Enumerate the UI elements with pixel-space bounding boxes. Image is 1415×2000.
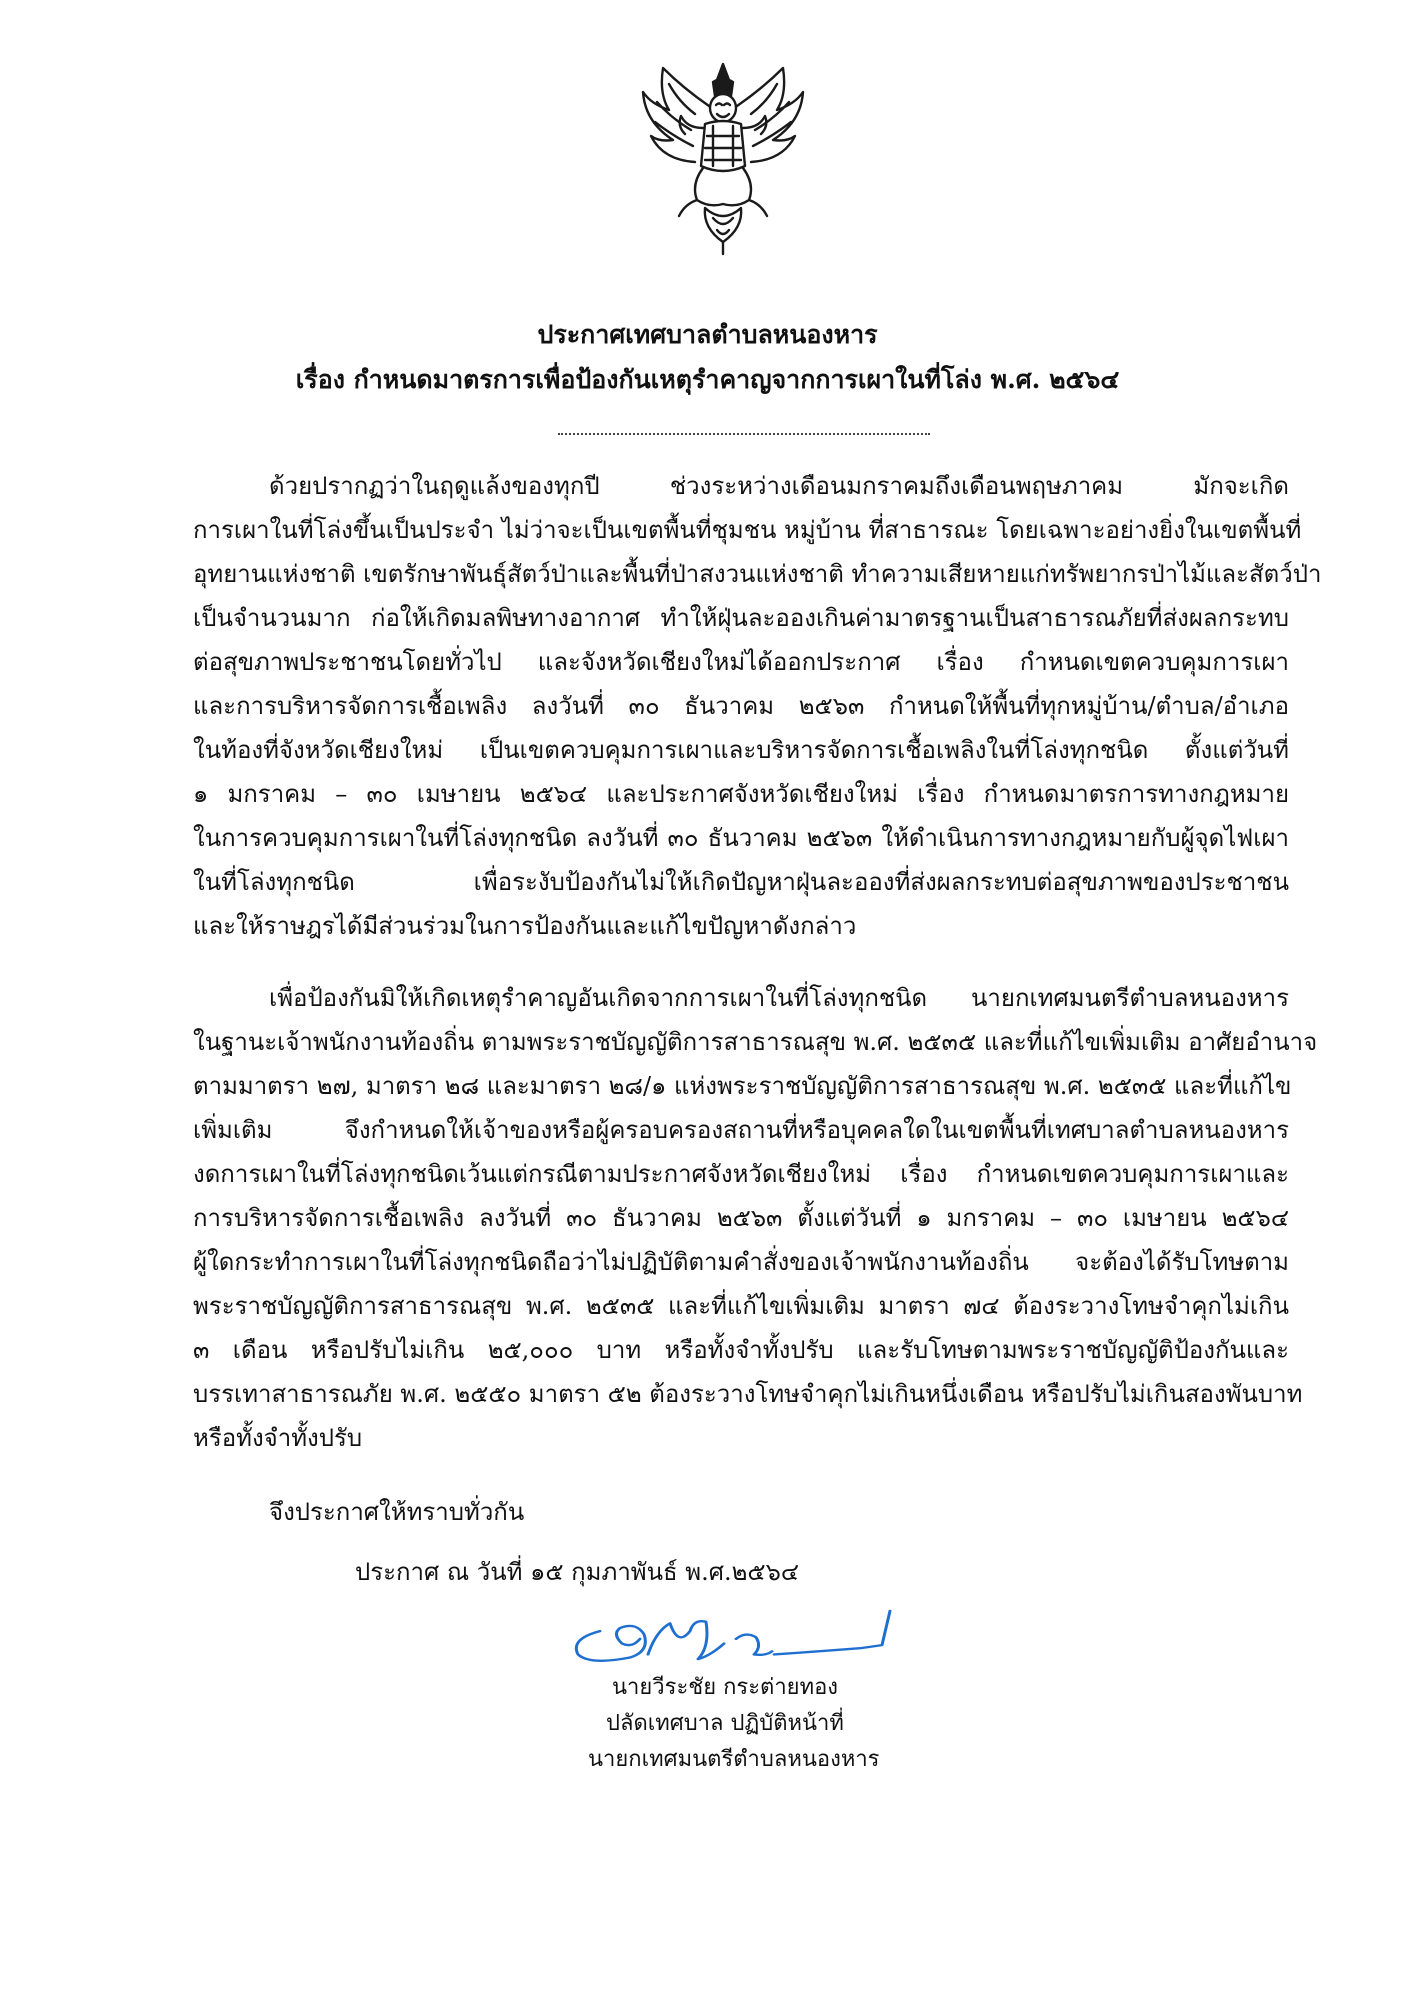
paragraph-line: ๑ มกราคม – ๓๐ เมษายน ๒๕๖๔ และประกาศจังหวัดเชียงใหม่ เรื่อง กำหนดมาตรการทางกฎหมาย (193, 780, 1289, 808)
paragraph-line: ผู้ใดกระทำการเผาในที่โล่งทุกชนิดถือว่าไม่ปฏิบัติตามคำสั่งของเจ้าพนักงานท้องถิ่น จะต้องได้รับโทษตาม (193, 1248, 1289, 1276)
garuda-emblem-icon (633, 58, 813, 258)
paragraph-line: ๓ เดือน หรือปรับไม่เกิน ๒๕,๐๐๐ บาท หรือทั้งจำทั้งปรับ และรับโทษตามพระราชบัญญัติป้องกันและ (193, 1336, 1289, 1364)
paragraph-line: ในท้องที่จังหวัดเชียงใหม่ เป็นเขตควบคุมการเผาและบริหารจัดการเชื้อเพลิงในที่โล่งทุกชนิด ตั้งแต่วันที่ (193, 736, 1289, 764)
paragraph-line: เป็นจำนวนมาก ก่อให้เกิดมลพิษทางอากาศ ทำให้ฝุ่นละอองเกินค่ามาตรฐานเป็นสาธารณภัยที่ส่งผลกระทบ (193, 604, 1289, 632)
paragraph-line: บรรเทาสาธารณภัย พ.ศ. ๒๕๕๐ มาตรา ๕๒ ต้องระวางโทษจำคุกไม่เกินหนึ่งเดือน หรือปรับไม่เกินสองพันบาท (193, 1380, 1303, 1408)
separator-dotted-line (558, 433, 930, 435)
paragraph-line: และให้ราษฎรได้มีส่วนร่วมในการป้องกันและแก้ไขปัญหาดังกล่าว (193, 912, 857, 940)
paragraph-line: และการบริหารจัดการเชื้อเพลิง ลงวันที่ ๓๐ ธันวาคม ๒๕๖๓ กำหนดให้พื้นที่ทุกหมู่บ้าน/ตำบล/อำเภอ (193, 692, 1289, 720)
signer-name: นายวีระชัย กระต่ายทอง (612, 1675, 839, 1700)
paragraph-line: งดการเผาในที่โล่งทุกชนิดเว้นแต่กรณีตามประกาศจังหวัดเชียงใหม่ เรื่อง กำหนดเขตควบคุมการเผาและ (193, 1160, 1289, 1188)
paragraph-line: ต่อสุขภาพประชาชนโดยทั่วไป และจังหวัดเชียงใหม่ได้ออกประกาศ เรื่อง กำหนดเขตควบคุมการเผา (193, 648, 1289, 676)
paragraph-line: การบริหารจัดการเชื้อเพลิง ลงวันที่ ๓๐ ธันวาคม ๒๕๖๓ ตั้งแต่วันที่ ๑ มกราคม – ๓๐ เมษายน ๒๕๖๔ (193, 1204, 1289, 1232)
signer-acting-position: นายกเทศมนตรีตำบลหนองหาร (588, 1747, 880, 1772)
announcement-subject: เรื่อง กำหนดมาตรการเพื่อป้องกันเหตุรำคาญจากการเผาในที่โล่ง พ.ศ. ๒๕๖๔ (295, 365, 1120, 394)
paragraph-line: การเผาในที่โล่งขึ้นเป็นประจำ ไม่ว่าจะเป็นเขตพื้นที่ชุมชน หมู่บ้าน ที่สาธารณะ โดยเฉพาะอย่างยิ่งในเขตพื้นที่ (193, 516, 1302, 544)
paragraph-line: หรือทั้งจำทั้งปรับ (193, 1424, 363, 1452)
paragraph-line: ด้วยปรากฏว่าในฤดูแล้งของทุกปี ช่วงระหว่างเดือนมกราคมถึงเดือนพฤษภาคม มักจะเกิด (269, 472, 1289, 500)
paragraph-line: ในที่โล่งทุกชนิด เพื่อระงับป้องกันไม่ให้เกิดปัญหาฝุ่นละอองที่ส่งผลกระทบต่อสุขภาพของประชาชน (193, 868, 1289, 896)
closing-statement: จึงประกาศให้ทราบทั่วกัน (269, 1498, 525, 1526)
announcement-date: ประกาศ ณ วันที่ ๑๕ กุมภาพันธ์ พ.ศ.๒๕๖๔ (355, 1558, 799, 1586)
handwritten-signature (560, 1600, 920, 1670)
paragraph-line: ในการควบคุมการเผาในที่โล่งทุกชนิด ลงวันที่ ๓๐ ธันวาคม ๒๕๖๓ ให้ดำเนินการทางกฎหมายกับผู้จุดไฟเผา (193, 824, 1289, 852)
signer-position: ปลัดเทศบาล ปฏิบัติหน้าที่ (606, 1711, 844, 1736)
announcement-title: ประกาศเทศบาลตำบลหนองหาร (537, 320, 878, 349)
paragraph-line: เพิ่มเติม จึงกำหนดให้เจ้าของหรือผู้ครอบครองสถานที่หรือบุคคลใดในเขตพื้นที่เทศบาลตำบลหนองหาร (193, 1116, 1289, 1144)
paragraph-line: พระราชบัญญัติการสาธารณสุข พ.ศ. ๒๕๓๕ และที่แก้ไขเพิ่มเติม มาตรา ๗๔ ต้องระวางโทษจำคุกไม่เกิน (193, 1292, 1289, 1320)
paragraph-line: ตามมาตรา ๒๗, มาตรา ๒๘ และมาตรา ๒๘/๑ แห่งพระราชบัญญัติการสาธารณสุข พ.ศ. ๒๕๓๕ และที่แก้ไข (193, 1072, 1292, 1100)
paragraph-line: เพื่อป้องกันมิให้เกิดเหตุรำคาญอันเกิดจากการเผาในที่โล่งทุกชนิด นายกเทศมนตรีตำบลหนองหาร (269, 984, 1289, 1012)
paragraph-line: อุทยานแห่งชาติ เขตรักษาพันธุ์สัตว์ป่าและพื้นที่ป่าสงวนแห่งชาติ ทำความเสียหายแก่ทรัพยากรป่าไม้และสัตว์ป่า (193, 560, 1322, 588)
paragraph-line: ในฐานะเจ้าพนักงานท้องถิ่น ตามพระราชบัญญัติการสาธารณสุข พ.ศ. ๒๕๓๕ และที่แก้ไขเพิ่มเติม อาศัยอำนาจ (193, 1028, 1318, 1056)
